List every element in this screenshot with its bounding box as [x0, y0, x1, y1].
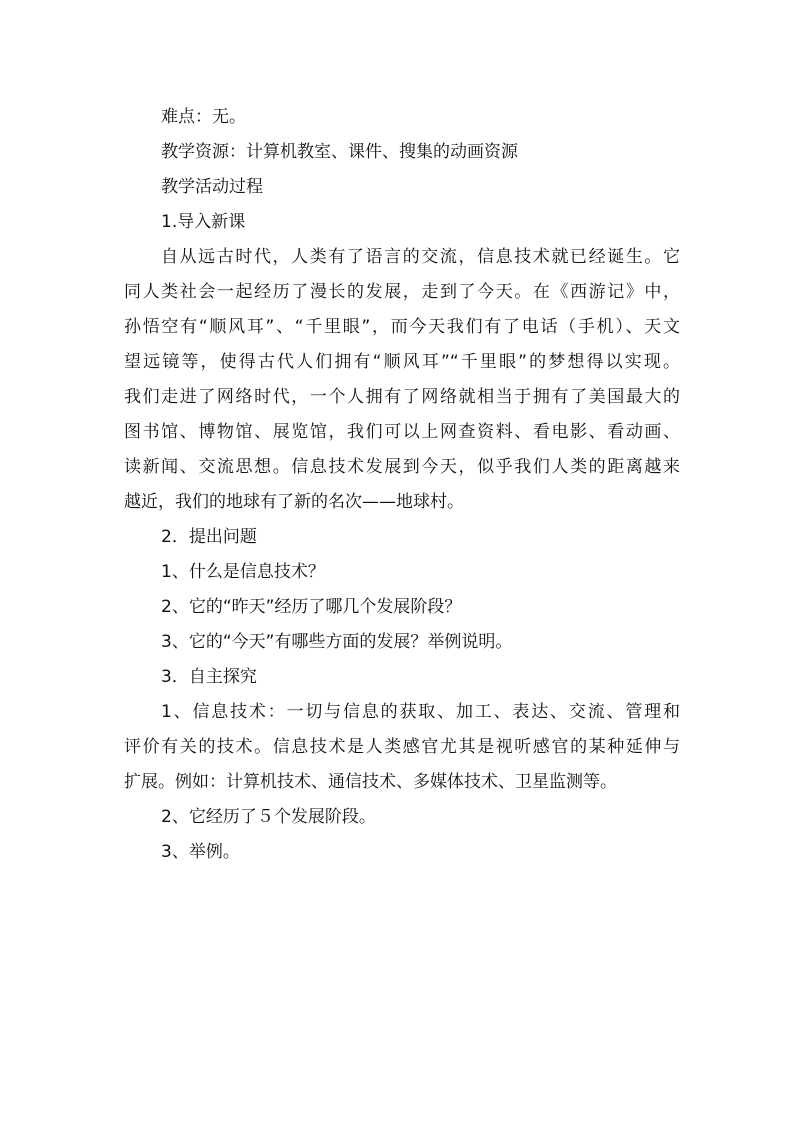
process-title: 教学活动过程	[161, 177, 263, 197]
intro-line: 孙悟空有“顺风耳”、“千里眼”，而今天我们有了电话（手机）、天文	[124, 317, 680, 337]
intro-line: 自从远古时代，人类有了语言的交流，信息技术就已经诞生。它	[161, 247, 680, 267]
question-2: 2、它的“昨天”经历了哪几个发展阶段？	[161, 597, 462, 617]
question-1: 1、什么是信息技术？	[161, 562, 325, 582]
intro-line: 图书馆、博物馆、展览馆，我们可以上网查资料、看电影、看动画、	[124, 422, 680, 442]
document-body	[124, 100, 680, 870]
answer1-line: 1、信息技术：一切与信息的获取、加工、表达、交流、管理和	[161, 702, 680, 722]
intro-line: 读新闻、交流思想。信息技术发展到今天，似乎我们人类的距离越来	[124, 457, 680, 477]
difficulty-line: 难点：无。	[161, 107, 246, 127]
step3-title: 3．自主探究	[161, 667, 257, 687]
intro-line: 同人类社会一起经历了漫长的发展，走到了今天。在《西游记》中，	[124, 282, 680, 302]
answer-3: 3、举例。	[161, 842, 240, 862]
answer1-line: 扩展。例如：计算机技术、通信技术、多媒体技术、卫星监测等。	[124, 772, 617, 792]
intro-paragraph	[124, 240, 680, 520]
step2-title: 2．提出问题	[161, 527, 257, 547]
intro-line: 我们走进了网络时代，一个人拥有了网络就相当于拥有了美国最大的	[124, 387, 680, 407]
answer1-line: 评价有关的技术。信息技术是人类感官尤其是视听感官的某种延伸与	[124, 737, 680, 757]
resources-line: 教学资源：计算机教室、课件、搜集的动画资源	[161, 142, 518, 162]
answer1-paragraph	[124, 695, 680, 800]
step1-title: 1.导入新课	[161, 212, 246, 232]
intro-line: 越近，我们的地球有了新的名次——地球村。	[124, 492, 464, 512]
question-3: 3、它的“今天”有哪些方面的发展？举例说明。	[161, 632, 513, 652]
answer-2: 2、它经历了５个发展阶段。	[161, 807, 376, 827]
intro-line: 望远镜等，使得古代人们拥有“顺风耳”“千里眼”的梦想得以实现。	[124, 352, 680, 372]
